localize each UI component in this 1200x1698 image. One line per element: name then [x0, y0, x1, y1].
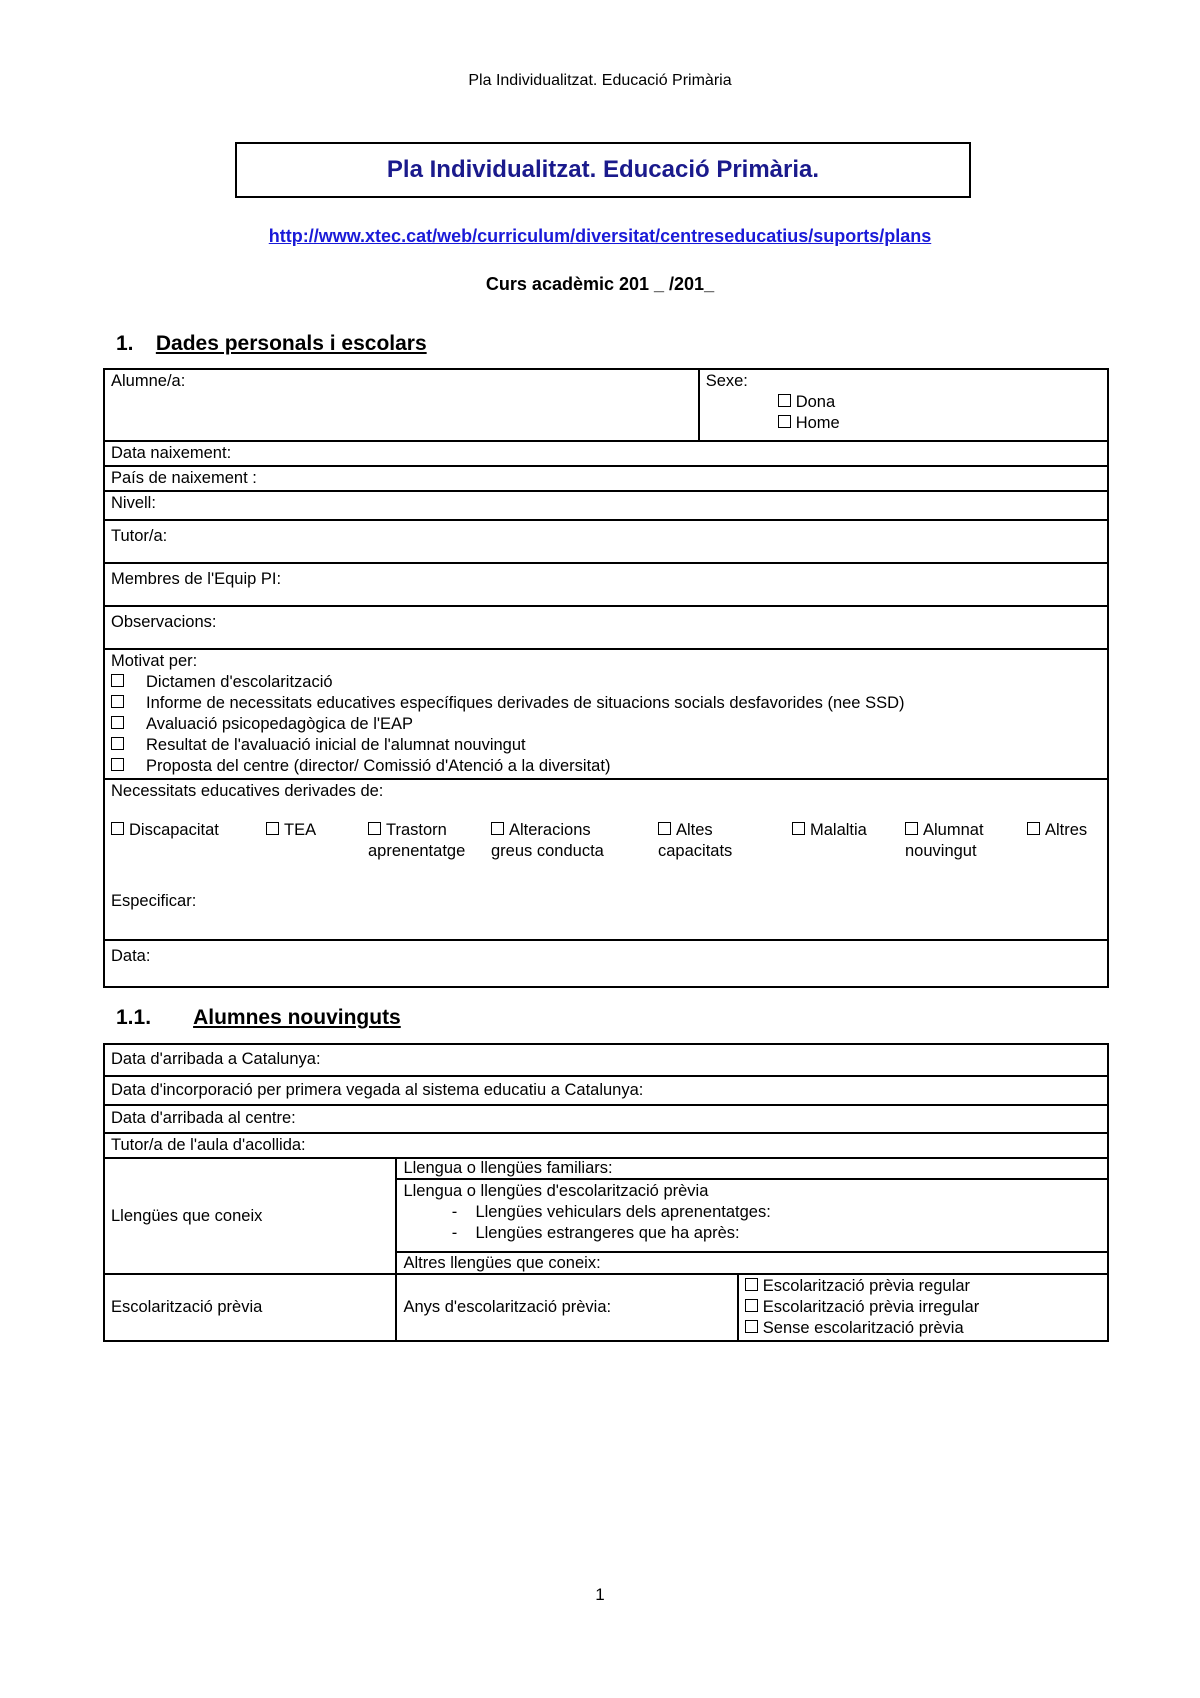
opt-label: Sense escolarització prèvia [762, 1319, 964, 1337]
especificar-label: Especificar: [111, 892, 197, 910]
data-field[interactable]: Data: [104, 940, 1108, 987]
alumne-label: Alumne/a: [111, 372, 186, 390]
need-label: Discapacitat [129, 821, 219, 839]
sexe-dona-option[interactable] [706, 392, 1101, 413]
llengua-escolaritzacio-cell [396, 1179, 1108, 1252]
pais-naixement-field[interactable]: País de naixement : [104, 466, 1108, 491]
need-option[interactable] [658, 820, 792, 862]
curriculum-link[interactable]: http://www.xtec.cat/web/curriculum/diversitat/centreseducatius/suports/plans [268, 226, 932, 246]
checkbox-icon[interactable] [745, 1299, 758, 1312]
page-number: 1 [595, 1585, 605, 1604]
motiu-label: Avaluació psicopedagògica de l'EAP [146, 715, 414, 733]
motivat-per-cell [104, 649, 1108, 779]
need-option[interactable] [792, 820, 905, 862]
need-option[interactable] [111, 820, 266, 862]
need-label: Alteracions [509, 821, 591, 839]
tutor-field[interactable]: Tutor/a: [104, 520, 1108, 563]
opt-label: Escolarització prèvia irregular [762, 1298, 980, 1316]
motiu-item[interactable] [111, 714, 1101, 735]
need-label-2: nouvingut [905, 842, 977, 860]
llengua-escolaritzacio-label: Llengua o llengües d'escolarització prèvia [403, 1182, 709, 1200]
tutor-acollida-field[interactable]: Tutor/a de l'aula d'acollida: [104, 1133, 1108, 1158]
need-label-2: capacitats [658, 842, 733, 860]
document-title: Pla Individualitzat. Educació Primària. [386, 156, 820, 183]
checkbox-icon[interactable] [778, 415, 791, 428]
need-label: TEA [284, 821, 317, 839]
checkbox-icon[interactable] [111, 737, 124, 750]
data-naixement-field[interactable]: Data naixement: [104, 441, 1108, 466]
checkbox-icon[interactable] [111, 822, 124, 835]
need-label-2: greus conducta [491, 842, 604, 860]
motiu-label: Proposta del centre (director/ Comissió d'Atenció a la diversitat) [146, 757, 611, 775]
need-label: Malaltia [810, 821, 867, 839]
section-1-heading [116, 332, 427, 356]
home-label: Home [795, 414, 840, 432]
checkbox-icon[interactable] [745, 1320, 758, 1333]
escolaritzacio-previa-label: Escolarització prèvia [104, 1274, 396, 1341]
dona-label: Dona [795, 393, 836, 411]
motiu-label: Dictamen d'escolarització [146, 673, 333, 691]
nouvinguts-table [103, 1043, 1109, 1342]
checkbox-icon[interactable] [792, 822, 805, 835]
llengues-que-coneix-label: Llengües que coneix [104, 1158, 396, 1274]
necessitats-cell [104, 779, 1108, 940]
necessitats-label: Necessitats educatives derivades de: [111, 782, 384, 800]
motivat-per-label: Motivat per: [111, 652, 198, 670]
opt-regular[interactable] [745, 1276, 1101, 1297]
checkbox-icon[interactable] [905, 822, 918, 835]
page-header: Pla Individualitzat. Educació Primària [468, 72, 732, 89]
estrangeres-field[interactable] [403, 1223, 1101, 1244]
checkbox-icon[interactable] [368, 822, 381, 835]
llengua-familiars-field[interactable]: Llengua o llengües familiars: [396, 1158, 1108, 1179]
opt-sense[interactable] [745, 1318, 1101, 1339]
need-option[interactable] [266, 820, 368, 862]
checkbox-icon[interactable] [266, 822, 279, 835]
checkbox-icon[interactable] [1027, 822, 1040, 835]
motiu-label: Informe de necessitats educatives específiques derivades de situacions socials desfavorides (nee SSD) [146, 694, 905, 712]
vehiculars-field[interactable] [403, 1202, 1101, 1223]
checkbox-icon[interactable] [111, 758, 124, 771]
section-1-1-heading [116, 1006, 401, 1030]
need-option[interactable] [491, 820, 658, 862]
need-option[interactable] [368, 820, 491, 862]
motiu-item[interactable] [111, 672, 1101, 693]
nivell-field[interactable]: Nivell: [104, 491, 1108, 520]
title-box [235, 142, 971, 198]
opt-irregular[interactable] [745, 1297, 1101, 1318]
section-number: 1.1. [116, 1006, 152, 1029]
checkbox-icon[interactable] [111, 695, 124, 708]
checkbox-icon[interactable] [778, 394, 791, 407]
sexe-home-option[interactable] [706, 413, 1101, 434]
vehiculars-label: Llengües vehiculars dels aprenentatges: [475, 1203, 771, 1221]
motiu-label: Resultat de l'avaluació inicial de l'alumnat nouvingut [146, 736, 526, 754]
arribada-centre-field[interactable]: Data d'arribada al centre: [104, 1105, 1108, 1133]
checkbox-icon[interactable] [111, 674, 124, 687]
altres-llengues-field[interactable]: Altres llengües que coneix: [396, 1252, 1108, 1274]
sexe-label: Sexe: [705, 372, 748, 390]
dash: - [451, 1203, 458, 1221]
needs-options [111, 820, 1101, 862]
estrangeres-label: Llengües estrangeres que ha après: [475, 1224, 740, 1242]
checkbox-icon[interactable] [745, 1278, 758, 1291]
section-title: Dades personals i escolars [155, 332, 427, 355]
course-year: Curs acadèmic 201 _ /201_ [485, 274, 715, 294]
motiu-item[interactable] [111, 735, 1101, 756]
url-line [0, 226, 1200, 247]
need-label: Trastorn [386, 821, 447, 839]
sexe-cell [699, 369, 1108, 441]
dash: - [451, 1224, 458, 1242]
motiu-item[interactable] [111, 756, 1101, 777]
need-option[interactable] [905, 820, 1027, 862]
observacions-field[interactable]: Observacions: [104, 606, 1108, 649]
anys-escolaritzacio-field[interactable]: Anys d'escolarització prèvia: [396, 1274, 737, 1341]
checkbox-icon[interactable] [111, 716, 124, 729]
section-number: 1. [116, 332, 134, 355]
checkbox-icon[interactable] [491, 822, 504, 835]
need-label: Alumnat [923, 821, 984, 839]
need-label-2: aprenentatge [368, 842, 466, 860]
need-label: Altes [676, 821, 713, 839]
alumne-field[interactable] [104, 369, 699, 441]
motiu-item[interactable] [111, 693, 1101, 714]
personal-data-table [103, 368, 1109, 988]
need-option[interactable] [1027, 820, 1101, 862]
need-label: Altres [1045, 821, 1088, 839]
incorporacio-field[interactable]: Data d'incorporació per primera vegada al sistema educatiu a Catalunya: [104, 1076, 1108, 1105]
checkbox-icon[interactable] [658, 822, 671, 835]
escolaritzacio-options [738, 1274, 1108, 1341]
opt-label: Escolarització prèvia regular [762, 1277, 971, 1295]
arribada-catalunya-field[interactable]: Data d'arribada a Catalunya: [104, 1044, 1108, 1076]
membres-field[interactable]: Membres de l'Equip PI: [104, 563, 1108, 606]
section-title: Alumnes nouvinguts [193, 1006, 401, 1029]
